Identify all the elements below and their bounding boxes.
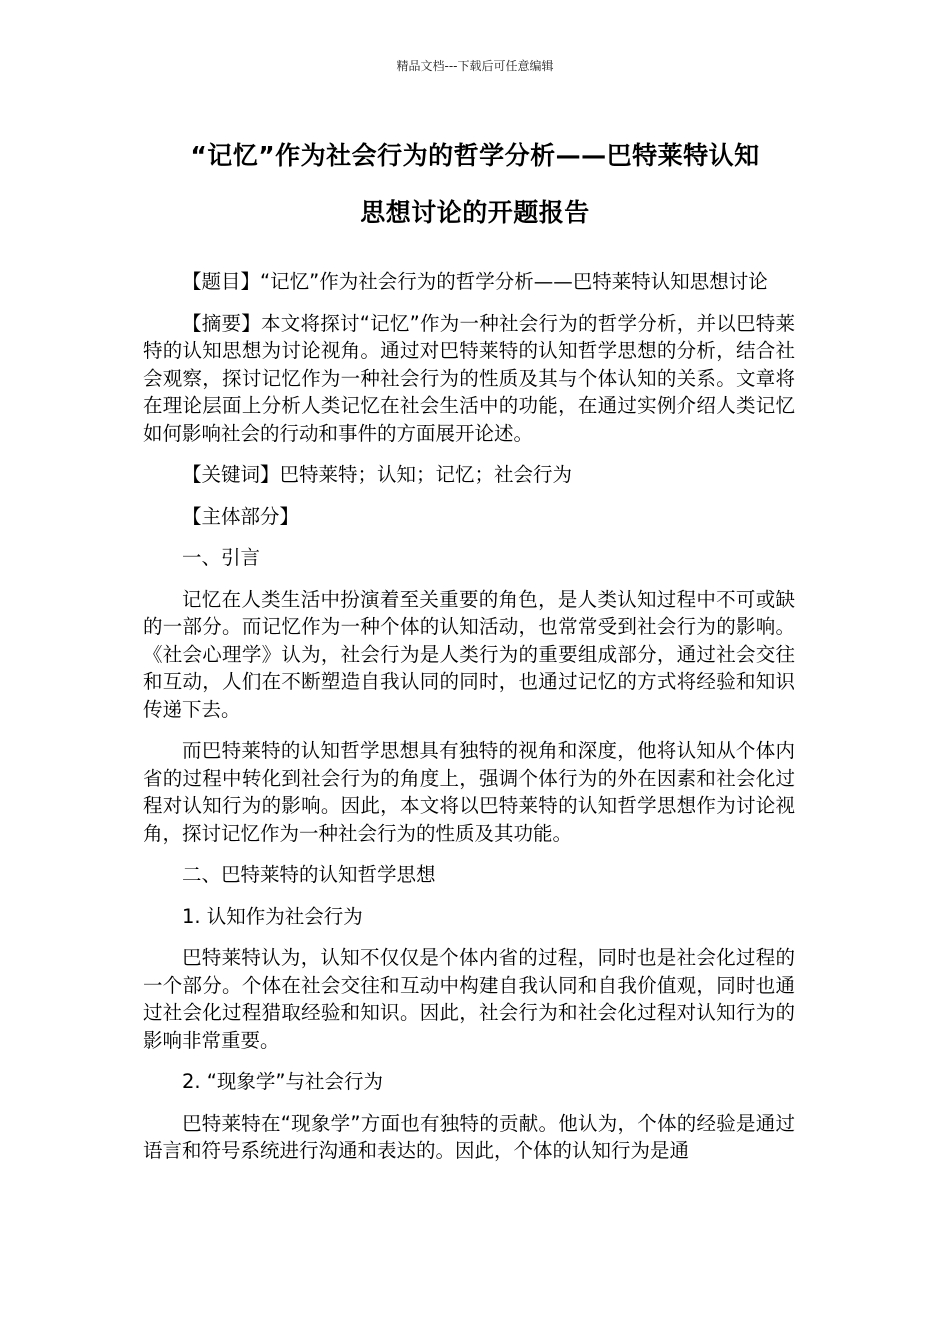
abstract-paragraph: 【摘要】本文将探讨“记忆”作为一种社会行为的哲学分析，并以巴特莱特的认知思想为讨论视角。通过对巴特莱特的认知哲学思想的分析，结合社会观察，探讨记忆作为一种社会行为的性质及其与个体认知的关系。文章将在理论层面上分析人类记忆在社会生活中的功能，在通过实例介绍人类记忆如何影响社会的行动和事件的方面展开论述。: [143, 311, 795, 445]
subsection-heading-cognition-as-social-behavior: 1. 认知作为社会行为: [182, 904, 363, 928]
section-heading-bartlett-philosophy: 二、巴特莱特的认知哲学思想: [182, 863, 436, 886]
topic-paragraph: 【题目】“记忆”作为社会行为的哲学分析——巴特莱特认知思想讨论: [182, 270, 768, 293]
section-heading-introduction: 一、引言: [182, 546, 261, 569]
page-header: 精品文档---下载后可任意编辑: [396, 59, 554, 73]
main-body-heading: 【主体部分】: [182, 504, 300, 528]
body-paragraph: 而巴特莱特的认知哲学思想具有独特的视角和深度，他将认知从个体内省的过程中转化到社会行为的角度上，强调个体行为的外在因素和社会化过程对认知行为的影响。因此，本文将以巴特莱特的认知哲学思想作为讨论视角，探讨记忆作为一种社会行为的性质及其功能。: [143, 739, 795, 845]
subsection-heading-phenomenology: 2. “现象学”与社会行为: [182, 1070, 384, 1093]
keywords-paragraph: 【关键词】巴特莱特；认知；记忆；社会行为: [182, 463, 573, 486]
document-body: [143, 268, 795, 1179]
body-paragraph: 巴特莱特在“现象学”方面也有独特的贡献。他认为，个体的经验是通过语言和符号系统进行沟通和表达的。因此，个体的认知行为是通: [143, 1111, 795, 1162]
document-title-line-1: “记忆”作为社会行为的哲学分析——巴特莱特认知: [190, 141, 760, 170]
body-paragraph: 记忆在人类生活中扮演着至关重要的角色，是人类认知过程中不可或缺的一部分。而记忆作为一种个体的认知活动，也常常受到社会行为的影响。《社会心理学》认为，社会行为是人类行为的重要组成部分，通过社会交往和互动，人们在不断塑造自我认同的同时，也通过记忆的方式将经验和知识传递下去。: [143, 587, 795, 721]
document-title-line-2: 思想讨论的开题报告: [360, 198, 590, 227]
body-paragraph: 巴特莱特认为，认知不仅仅是个体内省的过程，同时也是社会化过程的一个部分。个体在社会交往和互动中构建自我认同和自我价值观，同时也通过社会化过程猎取经验和知识。因此，社会行为和社会化过程对认知行为的影响非常重要。: [143, 946, 795, 1052]
